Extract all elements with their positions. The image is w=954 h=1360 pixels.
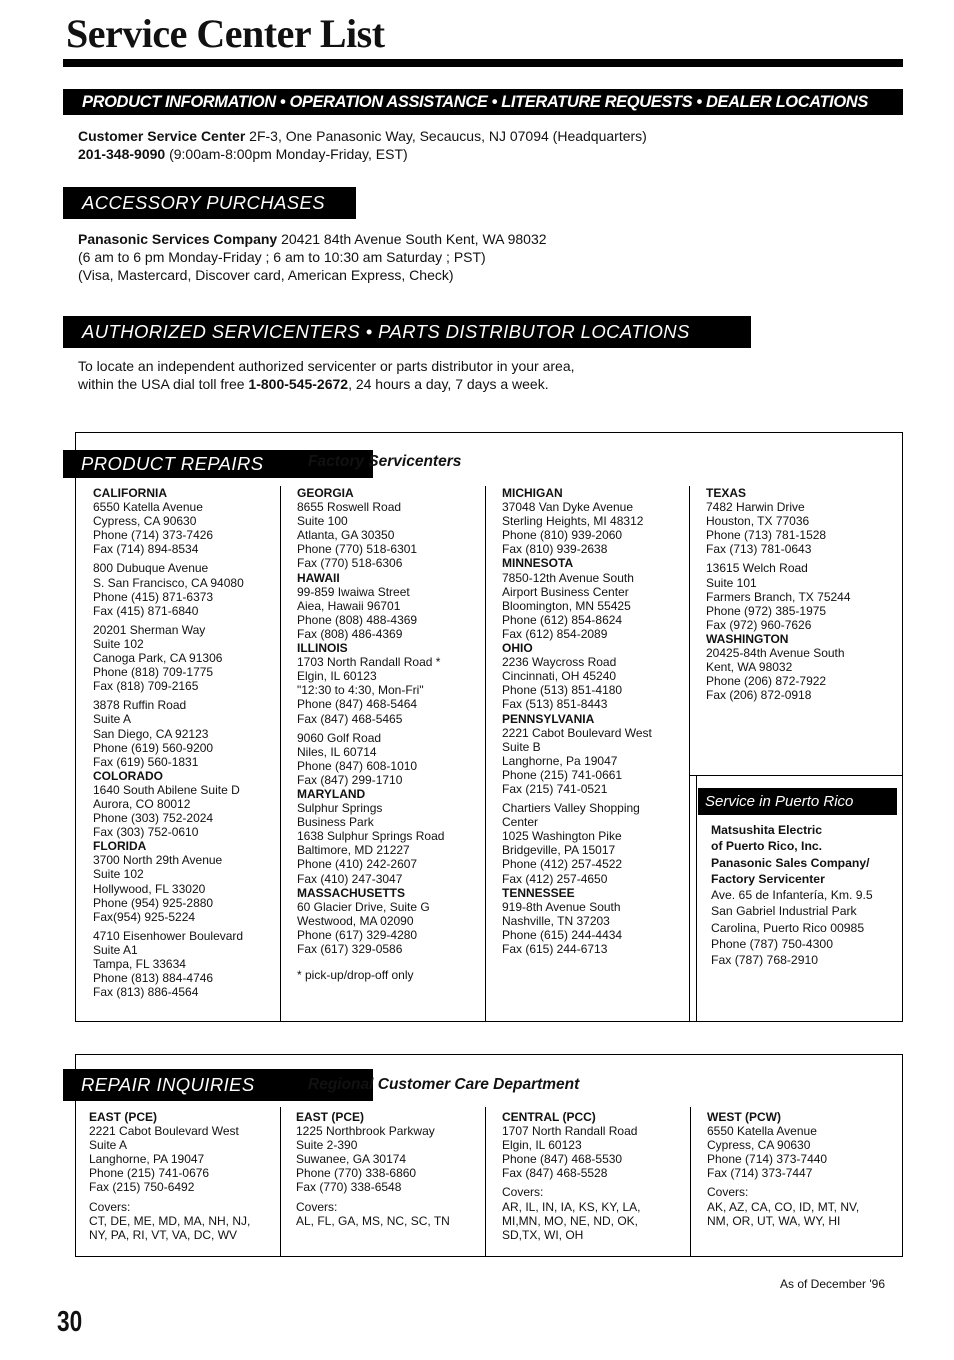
state-name: MARYLAND: [297, 786, 366, 801]
address-line: Phone (810) 939-2060: [502, 528, 623, 543]
address-line: Fax (972) 960-7626: [706, 617, 812, 632]
customer-service-name: Customer Service Center: [78, 128, 246, 144]
address-line: Phone (847) 608-1010: [297, 758, 418, 773]
address-line: Westwood, MA 02090: [297, 913, 414, 928]
state-name: OHIO: [502, 641, 533, 656]
address-line: 1703 North Randall Road *: [297, 655, 441, 670]
accessory-payment: (Visa, Mastercard, Discover card, American Express, Check): [78, 267, 454, 283]
address-line: Tampa, FL 33634: [93, 957, 186, 971]
covers-line: Covers:: [89, 1199, 131, 1214]
address-line: Fax (813) 886-4564: [93, 985, 199, 1000]
address-line: Fax (810) 939-2638: [502, 542, 608, 557]
state-name: COLORADO: [93, 768, 163, 783]
address-line: Chartiers Valley Shopping: [502, 801, 640, 816]
address-line: Phone (215) 741-0661: [502, 767, 623, 782]
address-line: Phone (713) 781-1528: [706, 528, 827, 543]
address-line: 7482 Harwin Drive: [706, 500, 805, 515]
region-column-3: [502, 1110, 641, 1242]
state-name: GEORGIA: [297, 486, 354, 500]
address-line: Phone (808) 488-4369: [297, 612, 418, 627]
address-line: Fax (847) 468-5465: [297, 711, 403, 726]
address-line: Phone (972) 385-1975: [706, 603, 827, 618]
address-line: 3878 Ruffin Road: [93, 698, 187, 713]
customer-service-phone: 201-348-9090: [78, 146, 166, 162]
address-line: Phone (615) 244-4434: [502, 927, 623, 942]
address-line: 60 Glacier Drive, Suite G: [297, 899, 430, 914]
region-address-line: Fax (847) 468-5528: [502, 1166, 608, 1181]
region-address-line: Fax (714) 373-7447: [707, 1166, 813, 1181]
covers-line: NY, PA, RI, VT, VA, DC, WV: [89, 1227, 238, 1242]
section-banner-product-information: PRODUCT INFORMATION • OPERATION ASSISTANCE • LITERATURE REQUESTS • DEALER LOCATIONS: [63, 89, 903, 115]
address-line: Fax (770) 518-6306: [297, 556, 403, 571]
authorized-line-2-start: within the USA dial toll free: [78, 376, 249, 392]
region-covers: [89, 1200, 250, 1242]
puerto-rico-address-line: Carolina, Puerto Rico 00985: [711, 920, 865, 935]
address-line: Langhorne, Pa 19047: [502, 753, 618, 768]
address-line: 800 Dubuque Avenue: [93, 561, 209, 576]
covers-line: Covers:: [502, 1185, 544, 1200]
address-line: Phone (612) 854-8624: [502, 612, 623, 627]
column-divider: [696, 775, 697, 1022]
address-line: Aurora, CO 80012: [93, 796, 191, 811]
covers-line: CT, DE, ME, MD, MA, NH, NJ,: [89, 1213, 251, 1228]
accessory-info: [78, 230, 547, 284]
region-address-line: Elgin, IL 60123: [502, 1138, 582, 1153]
repair-inquiries-subheading: Regional Customer Care Department: [308, 1076, 580, 1093]
region-address-line: Fax (770) 338-6548: [296, 1180, 402, 1195]
toll-free-number: 1-800-545-2672: [248, 376, 349, 392]
region-address-line: Phone (770) 338-6860: [296, 1166, 417, 1181]
authorized-info: [78, 357, 575, 393]
puerto-rico-company-line: Factory Servicenter: [711, 871, 825, 886]
address-line: Phone (206) 872-7922: [706, 674, 827, 689]
address-line: Fax (615) 244-6713: [502, 942, 608, 956]
section-banner-authorized-servicenters: AUTHORIZED SERVICENTERS • PARTS DISTRIBUTOR LOCATIONS: [63, 316, 751, 348]
address-line: Phone (813) 884-4746: [93, 971, 214, 986]
region-covers: [707, 1185, 859, 1227]
covers-line: Covers:: [707, 1185, 749, 1200]
address-line: Sterling Heights, MI 48312: [502, 514, 644, 529]
state-name: MICHIGAN: [502, 486, 563, 500]
region-address-line: 6550 Katella Avenue: [707, 1124, 817, 1139]
address-line: 2221 Cabot Boulevard West: [502, 725, 652, 740]
address-line: Phone (847) 468-5464: [297, 697, 418, 712]
address-line: Fax (818) 709-2165: [93, 679, 199, 694]
accessory-hours: (6 am to 6 pm Monday-Friday ; 6 am to 10:30 am Saturday ; PST): [78, 249, 486, 265]
address-line: Fax(954) 925-5224: [93, 909, 196, 924]
address-line: Suite A1: [93, 942, 138, 957]
address-line: Fax (617) 329-0586: [297, 942, 403, 956]
address-line: Hollywood, FL 33020: [93, 881, 206, 896]
address-line: Fax (415) 871-6840: [93, 603, 199, 618]
covers-line: MI,MN, MO, NE, ND, OK,: [502, 1213, 639, 1228]
column-divider: [690, 1107, 691, 1257]
address-line: 2236 Waycross Road: [502, 655, 617, 670]
servicenter-column-3: [502, 486, 652, 956]
address-line: Fax (410) 247-3047: [297, 871, 403, 886]
covers-line: AL, FL, GA, MS, NC, SC, TN: [296, 1213, 450, 1228]
customer-service-hours: (9:00am-8:00pm Monday-Friday, EST): [165, 146, 408, 162]
region-covers: [502, 1185, 641, 1241]
address-line: 4710 Eisenhower Boulevard: [93, 928, 244, 943]
address-line: Phone (303) 752-2024: [93, 811, 214, 826]
entry-spacer: [297, 956, 444, 968]
address-line: 6550 Katella Avenue: [93, 500, 203, 515]
address-line: Fax (714) 894-8534: [93, 542, 199, 557]
address-line: Suite 101: [706, 575, 757, 590]
region-address-line: Cypress, CA 90630: [707, 1138, 811, 1153]
address-line: Suite A: [93, 712, 132, 727]
region-address-line: Phone (714) 373-7440: [707, 1152, 828, 1167]
region-address-line: 1225 Northbrook Parkway: [296, 1124, 435, 1139]
address-line: San Diego, CA 92123: [93, 726, 209, 741]
puerto-rico-address-line: Ave. 65 de Infantería, Km. 9.5: [711, 888, 873, 903]
region-column-4: [707, 1110, 859, 1228]
puerto-rico-address-line: Phone (787) 750-4300: [711, 937, 833, 952]
address-line: Phone (410) 242-2607: [297, 857, 418, 872]
puerto-rico-address-line: Fax (787) 768-2910: [711, 953, 819, 968]
address-line: Fax (303) 752-0610: [93, 825, 199, 840]
address-line: 7850-12th Avenue South: [502, 570, 634, 585]
address-line: Atlanta, GA 30350: [297, 528, 395, 543]
page-title: Service Center List: [66, 11, 385, 56]
region-name: WEST (PCW): [707, 1110, 781, 1124]
address-line: Phone (714) 373-7426: [93, 528, 214, 543]
authorized-line-2-end: , 24 hours a day, 7 days a week.: [348, 376, 549, 392]
address-line: 9060 Golf Road: [297, 730, 382, 745]
address-line: S. San Francisco, CA 94080: [93, 575, 244, 590]
address-line: Kent, WA 98032: [706, 660, 793, 675]
address-line: Airport Business Center: [502, 584, 629, 599]
address-line: Phone (770) 518-6301: [297, 542, 418, 557]
region-address-line: Suite A: [89, 1138, 128, 1153]
region-address-line: Suwanee, GA 30174: [296, 1152, 407, 1167]
puerto-rico-company-line: Panasonic Sales Company/: [711, 855, 870, 870]
covers-line: SD,TX, WI, OH: [502, 1227, 584, 1242]
region-covers: [296, 1200, 450, 1228]
product-repairs-heading: PRODUCT REPAIRS: [63, 450, 373, 478]
address-line: 919-8th Avenue South: [502, 899, 621, 914]
state-name: PENNSYLVANIA: [502, 711, 595, 726]
address-line: * pick-up/drop-off only: [297, 968, 414, 983]
address-line: "12:30 to 4:30, Mon-Fri": [297, 683, 424, 698]
address-line: Houston, TX 77036: [706, 514, 810, 529]
address-line: Aiea, Hawaii 96701: [297, 598, 401, 613]
state-name: TEXAS: [706, 486, 747, 500]
address-line: 1025 Washington Pike: [502, 829, 622, 844]
repair-inquiries-heading: REPAIR INQUIRIES: [63, 1069, 373, 1101]
address-line: Nashville, TN 37203: [502, 913, 610, 928]
address-line: Business Park: [297, 815, 374, 830]
customer-service-address: 2F-3, One Panasonic Way, Secaucus, NJ 07094 (Headquarters): [245, 128, 647, 144]
address-line: Phone (818) 709-1775: [93, 665, 214, 680]
address-line: Bloomington, MN 55425: [502, 598, 631, 613]
address-line: Elgin, IL 60123: [297, 669, 377, 684]
column-divider: [485, 1107, 486, 1257]
puerto-rico-details: [711, 822, 873, 969]
accessory-company-name: Panasonic Services Company: [78, 231, 278, 247]
address-line: Phone (415) 871-6373: [93, 589, 214, 604]
address-line: Phone (513) 851-4180: [502, 683, 623, 698]
state-name: WASHINGTON: [706, 631, 789, 646]
puerto-rico-company-line: of Puerto Rico, Inc.: [711, 839, 823, 854]
servicenter-column-2: [297, 486, 444, 982]
state-name: MINNESOTA: [502, 556, 574, 571]
servicenter-column-4: [706, 486, 851, 702]
covers-line: AR, IL, IN, IA, KS, KY, LA,: [502, 1199, 641, 1214]
page-number: 30: [57, 1306, 83, 1338]
column-divider: [689, 486, 690, 1022]
state-name: ILLINOIS: [297, 641, 348, 656]
address-line: 3700 North 29th Avenue: [93, 853, 223, 868]
state-name: CALIFORNIA: [93, 486, 167, 500]
accessory-address: 20421 84th Avenue South Kent, WA 98032: [277, 231, 547, 247]
state-name: MASSACHUSETTS: [297, 885, 406, 900]
region-address-line: 2221 Cabot Boulevard West: [89, 1124, 239, 1139]
region-column-2: [296, 1110, 450, 1228]
region-name: EAST (PCE): [296, 1110, 365, 1124]
region-address-line: Phone (215) 741-0676: [89, 1166, 210, 1181]
address-line: Fax (808) 486-4369: [297, 626, 403, 641]
address-line: 1638 Sulphur Springs Road: [297, 829, 445, 844]
address-line: Suite B: [502, 739, 541, 754]
address-line: Fax (847) 299-1710: [297, 772, 403, 787]
address-line: Fax (612) 854-2089: [502, 626, 608, 641]
address-line: Niles, IL 60714: [297, 744, 377, 759]
region-name: CENTRAL (PCC): [502, 1110, 596, 1124]
servicenter-column-1: [93, 486, 244, 999]
region-address-line: Langhorne, PA 19047: [89, 1152, 205, 1167]
puerto-rico-heading: Service in Puerto Rico: [698, 788, 897, 815]
as-of-date: As of December '96: [780, 1277, 886, 1291]
address-line: Phone (619) 560-9200: [93, 740, 214, 755]
address-line: Center: [502, 815, 539, 830]
title-rule: [63, 59, 903, 67]
address-line: Bridgeville, PA 15017: [502, 843, 616, 858]
address-line: Fax (513) 851-8443: [502, 697, 608, 712]
address-line: Fax (215) 741-0521: [502, 781, 608, 796]
address-line: Fax (412) 257-4650: [502, 871, 608, 886]
address-line: Fax (713) 781-0643: [706, 542, 812, 557]
puerto-rico-top-rule: [689, 775, 902, 776]
region-name: EAST (PCE): [89, 1110, 158, 1124]
address-line: Cypress, CA 90630: [93, 514, 197, 529]
section-banner-accessory-purchases: ACCESSORY PURCHASES: [63, 187, 356, 219]
address-line: 99-859 Iwaiwa Street: [297, 584, 410, 599]
region-address-line: Fax (215) 750-6492: [89, 1180, 195, 1195]
region-column-1: [89, 1110, 250, 1242]
address-line: Phone (954) 925-2880: [93, 895, 214, 910]
address-line: 37048 Van Dyke Avenue: [502, 500, 633, 515]
address-line: Sulphur Springs: [297, 801, 383, 816]
address-line: Fax (206) 872-0918: [706, 688, 812, 703]
region-address-line: Suite 2-390: [296, 1138, 358, 1153]
state-name: FLORIDA: [93, 839, 147, 854]
puerto-rico-address-line: San Gabriel Industrial Park: [711, 904, 857, 919]
address-line: Farmers Branch, TX 75244: [706, 589, 851, 604]
address-line: 8655 Roswell Road: [297, 500, 402, 515]
address-line: 20201 Sherman Way: [93, 622, 206, 637]
address-line: Suite 102: [93, 636, 144, 651]
customer-service-info: [78, 127, 647, 163]
address-line: Phone (617) 329-4280: [297, 927, 418, 942]
address-line: 20425-84th Avenue South: [706, 646, 845, 661]
product-repairs-subheading: Factory Servicenters: [308, 453, 462, 470]
puerto-rico-company-line: Matsushita Electric: [711, 823, 823, 837]
state-name: HAWAII: [297, 570, 340, 585]
address-line: Suite 100: [297, 514, 348, 529]
address-line: 1640 South Abilene Suite D: [93, 782, 240, 797]
covers-line: Covers:: [296, 1199, 338, 1214]
covers-line: AK, AZ, CA, CO, ID, MT, NV,: [707, 1199, 860, 1214]
column-divider: [280, 486, 281, 1022]
covers-line: NM, OR, UT, WA, WY, HI: [707, 1213, 841, 1228]
address-line: Fax (619) 560-1831: [93, 754, 199, 769]
state-name: TENNESSEE: [502, 885, 575, 900]
address-line: Phone (412) 257-4522: [502, 857, 623, 872]
address-line: 13615 Welch Road: [706, 561, 808, 576]
address-line: Suite 102: [93, 867, 144, 882]
address-line: Canoga Park, CA 91306: [93, 651, 223, 666]
authorized-line-1: To locate an independent authorized servicenter or parts distributor in your area,: [78, 358, 575, 374]
region-address-line: 1707 North Randall Road: [502, 1124, 638, 1139]
address-line: Cincinnati, OH 45240: [502, 669, 617, 684]
address-line: Baltimore, MD 21227: [297, 843, 410, 858]
region-address-line: Phone (847) 468-5530: [502, 1152, 623, 1167]
column-divider: [485, 486, 486, 1022]
column-divider: [280, 1107, 281, 1257]
